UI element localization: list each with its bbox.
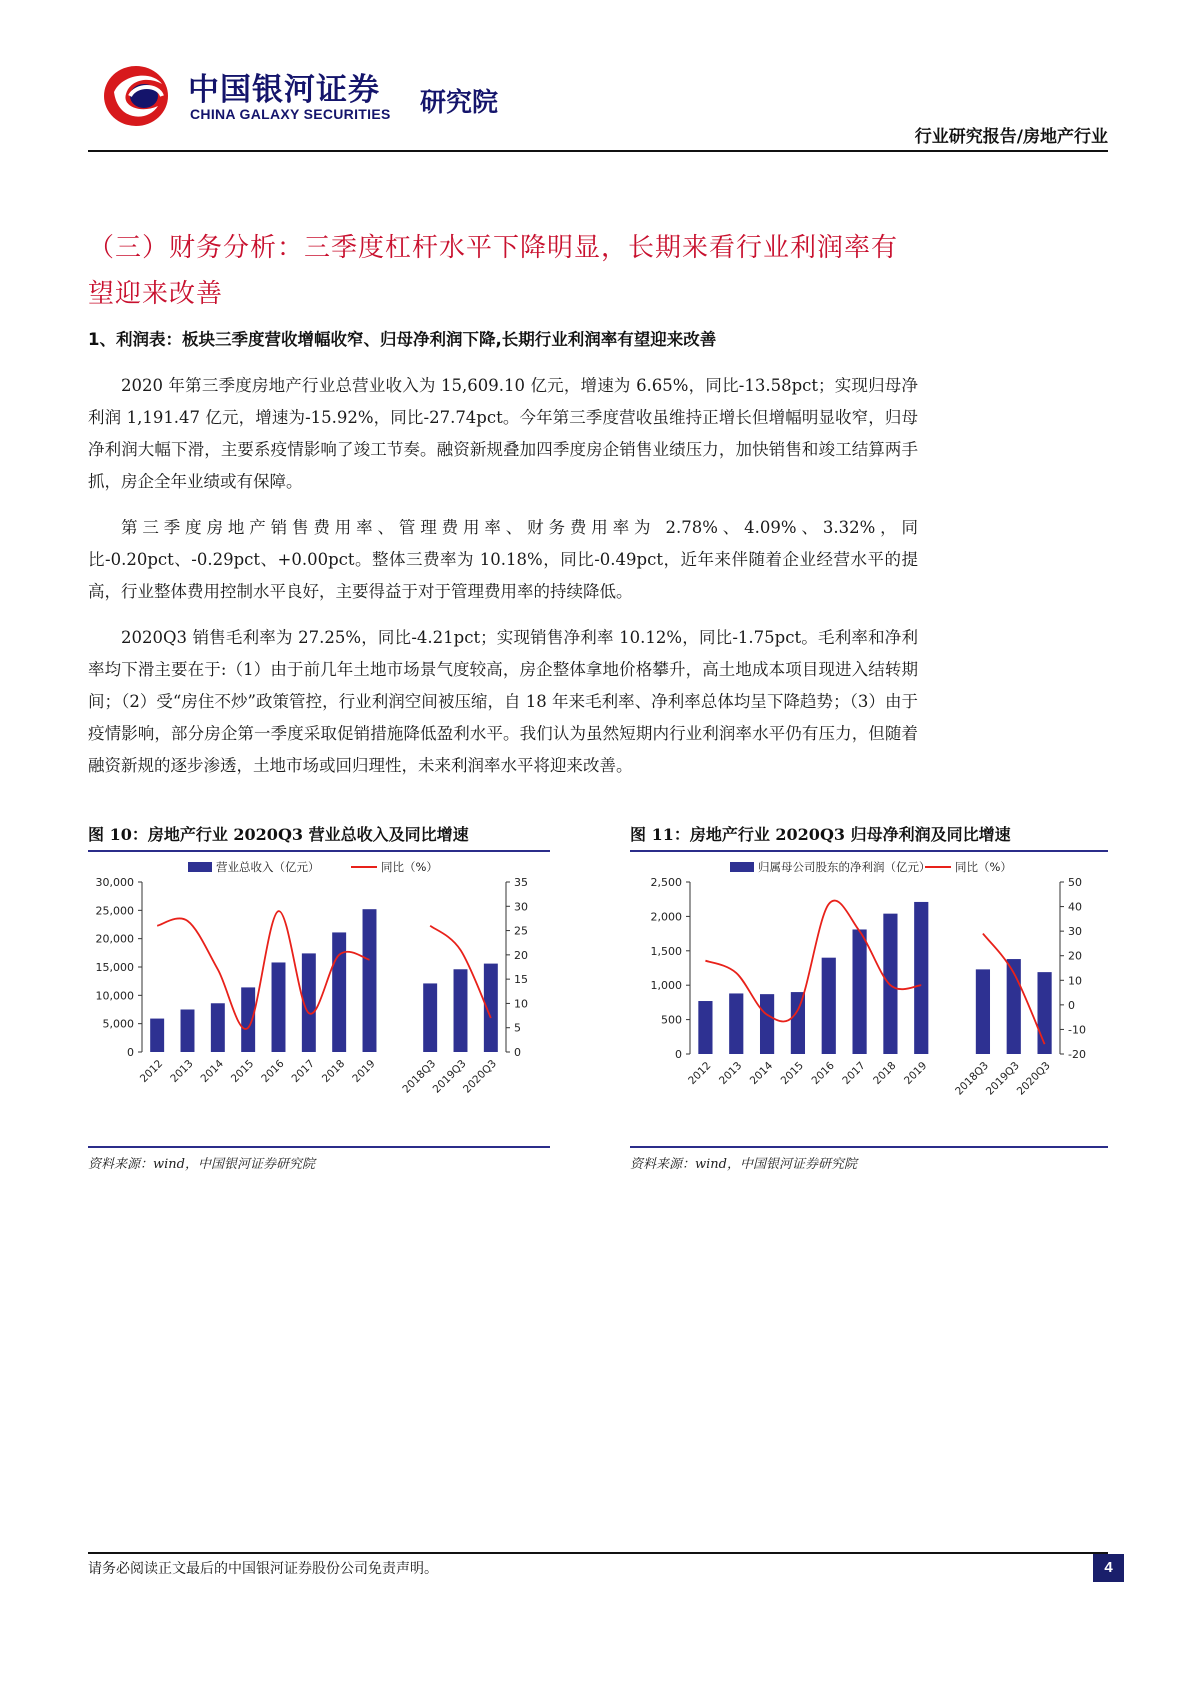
x-tick-label-2020Q3: 2020Q3 — [1014, 1059, 1053, 1098]
x-tick-label-2018: 2018 — [871, 1059, 899, 1088]
y-right-tick-label: 30 — [514, 900, 528, 914]
bar-2019Q3 — [454, 969, 468, 1052]
company-logo — [100, 62, 499, 132]
y-right-tick-label: 10 — [1068, 974, 1082, 988]
y-right-tick-label: 35 — [514, 876, 528, 889]
sub-title: 1、利润表：板块三季度营收增幅收窄、归母净利润下降,长期行业利润率有望迎来改善 — [88, 330, 717, 349]
y-right-tick-label: 20 — [514, 948, 528, 962]
y-left-tick-label: 1,500 — [650, 944, 682, 958]
bar-2014 — [211, 1003, 225, 1052]
bar-2018 — [332, 932, 346, 1052]
x-tick-label-2020Q3: 2020Q3 — [461, 1057, 499, 1096]
legend-line-label: 同比（%） — [955, 860, 1012, 874]
x-tick-label-2018Q3: 2018Q3 — [400, 1057, 439, 1096]
bar-2018 — [883, 914, 897, 1054]
bar-2019 — [363, 909, 377, 1052]
bar-2019 — [914, 902, 928, 1054]
x-tick-label-2013: 2013 — [168, 1057, 196, 1086]
x-tick-label-2018: 2018 — [319, 1057, 348, 1086]
x-tick-label-2015: 2015 — [778, 1059, 807, 1088]
bar-2018Q3 — [976, 969, 990, 1054]
bar-2015 — [791, 992, 805, 1054]
x-tick-label-2014: 2014 — [198, 1057, 226, 1086]
logo-institute: 研究院 — [420, 88, 499, 118]
y-left-tick-label: 2,500 — [650, 876, 682, 889]
x-tick-label-2019Q3: 2019Q3 — [983, 1059, 1022, 1098]
y-right-tick-label: 10 — [514, 997, 528, 1011]
figure-11-top-rule — [630, 850, 1108, 852]
footer-divider — [88, 1552, 1108, 1554]
y-left-tick-label: 30,000 — [95, 876, 134, 889]
section-title: （三）财务分析：三季度杠杆水平下降明显，长期来看行业利润率有望迎来改善 — [88, 233, 899, 309]
x-tick-label-2016: 2016 — [809, 1059, 837, 1088]
y-right-tick-label: -10 — [1068, 1023, 1086, 1037]
bar-2012 — [150, 1019, 164, 1052]
legend-line-label: 同比（%） — [381, 860, 438, 874]
figure-10-title: 图 10：房地产行业 2020Q3 营业总收入及同比增速 — [88, 825, 469, 844]
bar-2015 — [241, 987, 255, 1052]
figure-11-chart — [630, 854, 1108, 1144]
page-number: 4 — [1093, 1554, 1124, 1582]
bar-2020Q3 — [1037, 972, 1051, 1054]
header-divider — [88, 150, 1108, 152]
y-left-tick-label: 2,000 — [650, 910, 682, 924]
bar-2016 — [822, 958, 836, 1054]
x-tick-label-2012: 2012 — [686, 1059, 714, 1088]
y-left-tick-label: 25,000 — [95, 904, 134, 918]
y-right-tick-label: 30 — [1068, 925, 1082, 939]
x-tick-label-2013: 2013 — [716, 1059, 745, 1088]
logo-english-name: CHINA GALAXY SECURITIES — [190, 106, 391, 122]
legend-bar-label: 归属母公司股东的净利润（亿元） — [758, 860, 931, 874]
y-left-tick-label: 0 — [127, 1046, 134, 1059]
bar-2018Q3 — [423, 983, 437, 1052]
y-right-tick-label: 50 — [1068, 876, 1082, 889]
y-right-tick-label: 0 — [514, 1046, 521, 1059]
figure-11-title: 图 11：房地产行业 2020Q3 归母净利润及同比增速 — [630, 825, 1011, 844]
x-tick-label-2017: 2017 — [840, 1059, 868, 1088]
x-tick-label-2014: 2014 — [747, 1059, 776, 1088]
y-left-tick-label: 15,000 — [95, 961, 134, 974]
y-left-tick-label: 500 — [661, 1013, 682, 1027]
y-right-tick-label: 25 — [514, 924, 528, 938]
logo-chinese-name: 中国银河证券 — [188, 72, 380, 108]
x-tick-label-2017: 2017 — [289, 1057, 317, 1086]
paragraph-expense: 第三季度房地产销售费用率、管理费用率、财务费用率为 2.78%、4.09%、3.32%，同比-0.20pct、-0.29pct、+0.00pct。整体三费率为 10.18%，同比-0.49pct，近年来伴随着企业经营水平的提高，行业整体费用控制水平良好，主要得益于对于管理费用率的持续降低。 — [88, 518, 918, 601]
legend-bar-swatch — [730, 862, 754, 872]
figure-10-source: 资料来源：wind，中国银河证券研究院 — [88, 1157, 315, 1172]
y-right-tick-label: 40 — [1068, 900, 1082, 914]
paragraph-revenue: 2020 年第三季度房地产行业总营业收入为 15,609.10 亿元，增速为 6.65%，同比-13.58pct；实现归母净利润 1,191.47 亿元，增速为-15.92%，同比-27.74pct。今年第三季度营收虽维持正增长但增幅明显收窄，归母净利润大幅下滑，主要系疫情影响了竣工节奏。融资新规叠加四季度房企销售业绩压力，加快销售和竣工结算两手抓，房企全年业绩或有保障。 — [88, 376, 918, 491]
x-tick-label-2012: 2012 — [137, 1057, 166, 1086]
bar-2013 — [181, 1010, 195, 1053]
x-tick-label-2016: 2016 — [259, 1057, 287, 1086]
y-left-tick-label: 5,000 — [102, 1017, 134, 1031]
figure-10-bottom-rule — [88, 1146, 550, 1148]
bar-2016 — [272, 962, 286, 1052]
figure-11-bottom-rule — [630, 1146, 1108, 1148]
y-right-tick-label: 0 — [1068, 998, 1075, 1012]
y-left-tick-label: 20,000 — [95, 932, 134, 946]
bar-2012 — [698, 1001, 712, 1054]
figure-10-chart — [88, 854, 550, 1144]
paragraph-margin: 2020Q3 销售毛利率为 27.25%，同比-4.21pct；实现销售净利率 10.12%，同比-1.75pct。毛利率和净利率均下滑主要在于:（1）由于前几年土地市场景气度较高，房企整体拿地价格攀升，高土地成本项目现进入结转期间；（2）受“房住不炒”政策管控，行业利润空间被压缩，自 18 年来毛利率、净利率总体均呈下降趋势；（3）由于疫情影响，部分房企第一季度采取促销措施降低盈利水平。我们认为虽然短期内行业利润率水平仍有压力，但随着融资新规的逐步渗透，土地市场或回归理性，未来利润率水平将迎来改善。 — [88, 628, 918, 775]
x-tick-label-2019: 2019 — [901, 1059, 930, 1088]
figure-10-top-rule — [88, 850, 550, 852]
bar-2017 — [852, 929, 866, 1054]
x-tick-label-2015: 2015 — [228, 1057, 257, 1086]
footer-disclaimer: 请务必阅读正文最后的中国银河证券股份公司免责声明。 — [88, 1561, 438, 1577]
x-tick-label-2018Q3: 2018Q3 — [953, 1059, 992, 1098]
x-tick-label-2019: 2019 — [350, 1057, 378, 1086]
y-right-tick-label: 5 — [514, 1021, 521, 1035]
y-right-tick-label: 15 — [514, 973, 528, 987]
y-left-tick-label: 0 — [675, 1048, 682, 1061]
report-type: 行业研究报告/房地产行业 — [914, 127, 1108, 147]
bar-2013 — [729, 993, 743, 1054]
x-tick-label-2019Q3: 2019Q3 — [430, 1057, 469, 1096]
figure-11-source: 资料来源：wind，中国银河证券研究院 — [630, 1157, 857, 1172]
legend-bar-label: 营业总收入（亿元） — [216, 860, 320, 874]
legend-bar-swatch — [188, 862, 212, 872]
galaxy-logo-icon — [100, 62, 180, 132]
y-right-tick-label: -20 — [1068, 1048, 1086, 1061]
y-left-tick-label: 10,000 — [95, 989, 134, 1003]
y-left-tick-label: 1,000 — [650, 979, 682, 993]
bar-2014 — [760, 994, 774, 1054]
y-right-tick-label: 20 — [1068, 949, 1082, 963]
